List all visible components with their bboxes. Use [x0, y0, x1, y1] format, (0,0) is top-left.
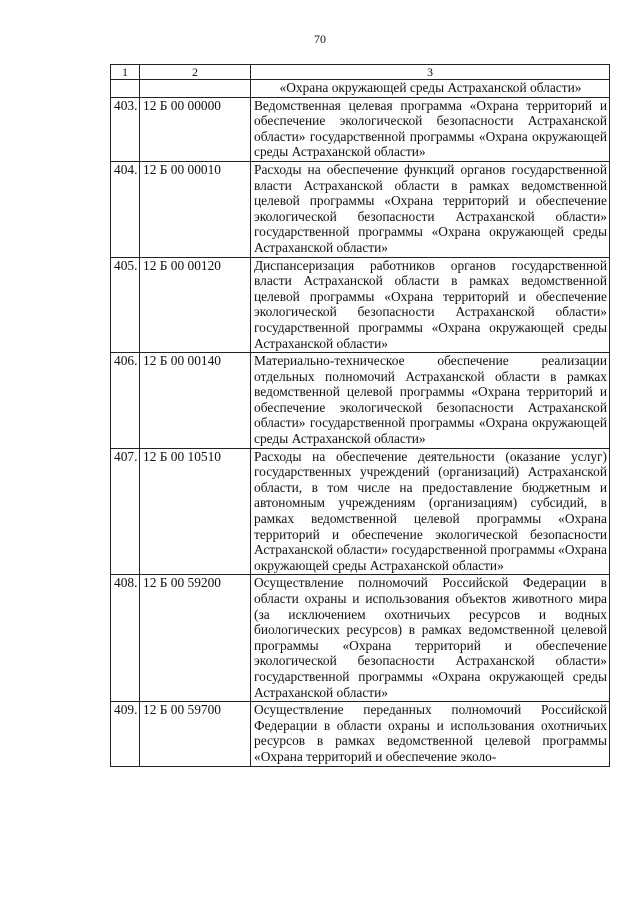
- row-number: 407.: [111, 448, 140, 575]
- row-code: 12 Б 00 10510: [140, 448, 251, 575]
- row-description: Осуществление полномочий Российской Федерации в области охраны и использования объектов животного мира (за исключением охотничьих ресурсов и водных биологических ресурсов) в рамках ведомственной целевой программы «Охрана территорий и обеспечение экологической безопасности Астраханской области» государственной программы «Охрана окружающей среды Астраханской области»: [251, 575, 610, 702]
- row-code: 12 Б 00 00000: [140, 97, 251, 161]
- row-code: 12 Б 00 00120: [140, 257, 251, 353]
- row-number: 404.: [111, 161, 140, 257]
- table-body: [111, 65, 610, 767]
- row-description: Расходы на обеспечение деятельности (оказание услуг) государственных учреждений (организаций) Астраханской области, в том числе на предоставление бюджетным и автономным учреждениям (организациям) субсидий, в рамках ведомственной целевой программы «Охрана территорий и обеспечение экологической безопасности Астраханской области» государственной программы «Охрана окружающей среды Астраханской области»: [251, 448, 610, 575]
- table-row: [111, 702, 610, 766]
- table-row: [111, 353, 610, 449]
- row-number: 408.: [111, 575, 140, 702]
- table-row: [111, 161, 610, 257]
- row-description: Осуществление переданных полномочий Российской Федерации в области охраны и использования охотничьих ресурсов в рамках ведомственной целевой программы «Охрана территорий и обеспечение эколо-: [251, 702, 610, 766]
- row-code: 12 Б 00 59700: [140, 702, 251, 766]
- row-description: Ведомственная целевая программа «Охрана территорий и обеспечение экологической безопасности Астраханской области» государственной программы «Охрана окружающей среды Астраханской области»: [251, 97, 610, 161]
- continuation-empty-1: [111, 80, 140, 98]
- continuation-row: [111, 80, 610, 98]
- table-row: [111, 97, 610, 161]
- row-number: 405.: [111, 257, 140, 353]
- row-description: Материально-техническое обеспечение реализации отдельных полномочий Астраханской области в рамках ведомственной целевой программы «Охрана территорий и обеспечение экологической безопасности Астраханской области» государственной программы «Охрана окружающей среды Астраханской области»: [251, 353, 610, 449]
- row-code: 12 Б 00 00140: [140, 353, 251, 449]
- header-col-3: 3: [251, 65, 610, 80]
- table-row: [111, 575, 610, 702]
- row-description: Расходы на обеспечение функций органов государственной власти Астраханской области в рамках ведомственной целевой программы «Охрана территорий и обеспечение экологической безопасности Астраханской области» государственной программы «Охрана окружающей среды Астраханской области»: [251, 161, 610, 257]
- continuation-text: «Охрана окружающей среды Астраханской области»: [251, 80, 610, 98]
- table-row: [111, 448, 610, 575]
- row-number: 409.: [111, 702, 140, 766]
- table-row: [111, 257, 610, 353]
- header-col-2: 2: [140, 65, 251, 80]
- continuation-empty-2: [140, 80, 251, 98]
- row-code: 12 Б 00 59200: [140, 575, 251, 702]
- header-col-1: 1: [111, 65, 140, 80]
- row-description: Диспансеризация работников органов государственной власти Астраханской области в рамках ведомственной целевой программы «Охрана территорий и обеспечение экологической безопасности Астраханской области» государственной программы «Охрана окружающей среды Астраханской области»: [251, 257, 610, 353]
- budget-classification-table: [110, 64, 610, 767]
- table-header-row: [111, 65, 610, 80]
- row-number: 403.: [111, 97, 140, 161]
- page-number: 70: [314, 32, 326, 46]
- row-number: 406.: [111, 353, 140, 449]
- row-code: 12 Б 00 00010: [140, 161, 251, 257]
